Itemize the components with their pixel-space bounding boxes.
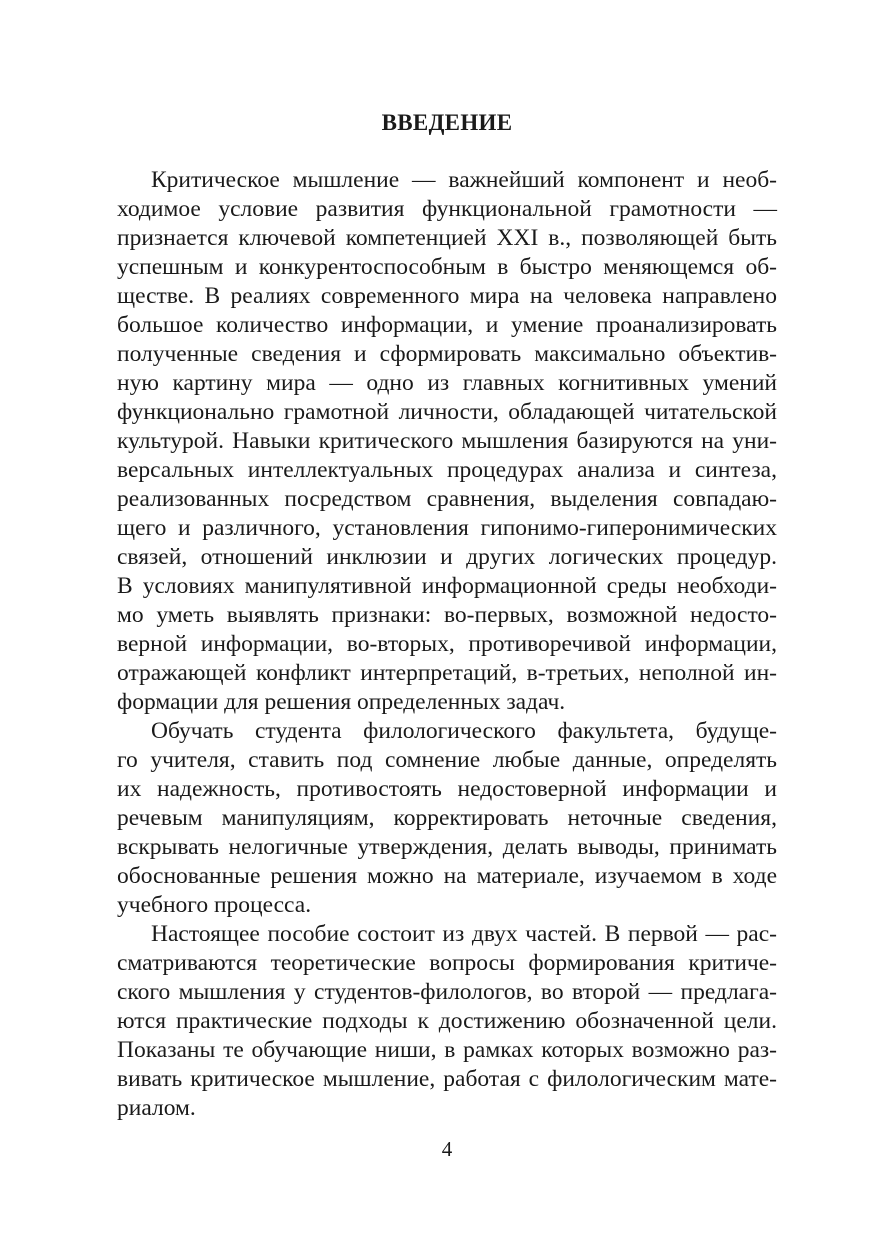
paragraph [117,717,777,920]
text-line: признается ключевой компетенцией XXI в., позволяющей быть [117,225,777,251]
paragraph [117,920,777,1123]
text-line: го учителя, ставить под сомнение любые данные, определять [117,747,777,773]
text-line: Обучать студента филологического факультета, будуще- [151,718,777,744]
body-text [117,166,777,1123]
text-line: отражающей конфликт интерпретаций, в-третьих, неполной ин- [117,660,777,686]
text-line: ского мышления у студентов-филологов, во второй — предлага- [117,979,777,1005]
text-line: ную картину мира — одно из главных когнитивных умений [117,370,777,396]
text-line: полученные сведения и сформировать максимально объектив- [117,341,777,367]
text-line: формации для решения определенных задач. [117,689,566,715]
text-line: ществе. В реалиях современного мира на человека направлено [117,283,777,309]
text-line: Настоящее пособие состоит из двух частей. В первой — рас- [151,921,777,947]
section-heading: ВВЕДЕНИЕ [381,110,513,135]
text-line: сматриваются теоретические вопросы формирования критиче- [117,950,777,976]
paragraph [117,166,777,717]
text-line: реализованных посредством сравнения, выделения совпадаю- [117,486,777,512]
document-page [117,0,777,1241]
text-line: вивать критическое мышление, работая с филологическим мате- [117,1066,777,1092]
text-line: риалом. [117,1095,196,1121]
text-line: ходимое условие развития функциональной грамотности — [117,196,777,222]
text-line: связей, отношений инклюзии и других логических процедур. [117,544,777,570]
text-line: функционально грамотной личности, обладающей читательской [117,399,777,425]
text-line: Показаны те обучающие ниши, в рамках которых возможно раз- [117,1037,777,1063]
text-line: вскрывать нелогичные утверждения, делать выводы, принимать [117,834,777,860]
text-line: мо уметь выявлять признаки: во-первых, возможной недосто- [117,602,777,628]
text-line: В условиях манипулятивной информационной среды необходи- [117,573,777,599]
page-number: 4 [441,1137,453,1161]
text-line: речевым манипуляциям, корректировать неточные сведения, [117,805,777,831]
text-line: версальных интеллектуальных процедурах анализа и синтеза, [117,457,777,483]
text-line: верной информации, во-вторых, противоречивой информации, [117,631,777,657]
text-line: ются практические подходы к достижению обозначенной цели. [117,1008,777,1034]
text-line: культурой. Навыки критического мышления базируются на уни- [117,428,777,454]
text-line: Критическое мышление — важнейший компонент и необ- [151,167,777,193]
text-line: их надежность, противостоять недостоверной информации и [117,776,777,802]
text-line: обоснованные решения можно на материале, изучаемом в ходе [117,863,777,889]
text-line: успешным и конкурентоспособным в быстро меняющемся об- [117,254,777,280]
text-line: учебного процесса. [117,892,312,918]
text-line: щего и различного, установления гипонимо-гиперонимических [117,515,777,541]
text-line: большое количество информации, и умение проанализировать [117,312,777,338]
